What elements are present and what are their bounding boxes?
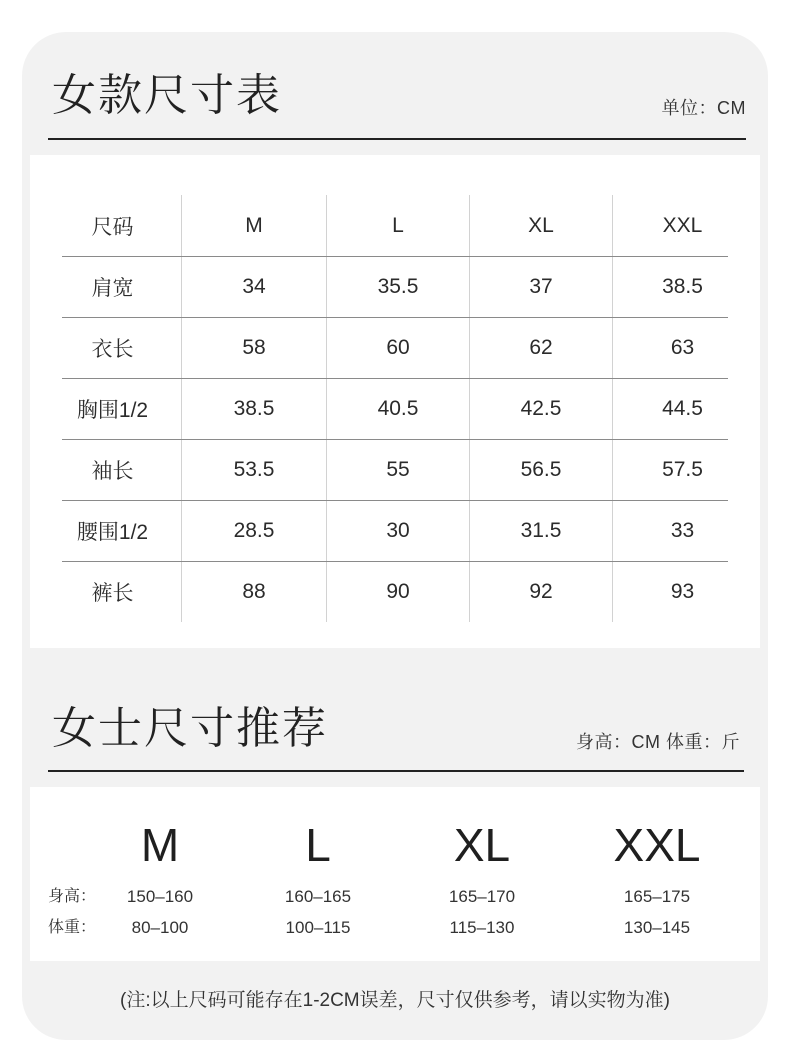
height-label: 身高： <box>48 888 97 905</box>
table-cell: 33 <box>670 519 695 542</box>
table-cell: 90 <box>327 562 470 622</box>
header-cell: M <box>182 195 327 256</box>
table-row <box>62 561 728 622</box>
size-table-unit: 单位：CM <box>661 98 746 118</box>
height-range: 150–160 <box>126 887 194 906</box>
table-cell: 35.5 <box>327 257 470 317</box>
table-cell: 30 <box>327 501 470 561</box>
table-cell: 88 <box>182 562 327 622</box>
table-cell: 62 <box>470 318 613 378</box>
header-cell: XL <box>470 195 613 256</box>
table-cell: 58 <box>182 318 327 378</box>
table-cell: 60 <box>327 318 470 378</box>
recommend-column <box>238 787 398 961</box>
table-cell: 44.5 <box>662 397 703 420</box>
weight-range: 130–145 <box>623 918 691 937</box>
table-cell: 34 <box>182 257 327 317</box>
table-cell: 53.5 <box>182 440 327 500</box>
table-cell: 92 <box>470 562 613 622</box>
size-table <box>62 195 728 622</box>
table-cell: 42.5 <box>470 379 613 439</box>
table-cell: 56.5 <box>470 440 613 500</box>
header-cell: 尺码 <box>62 195 182 256</box>
table-cell: 28.5 <box>182 501 327 561</box>
table-row <box>62 500 728 561</box>
table-row <box>62 317 728 378</box>
size-table-title: 女款尺寸表 <box>52 71 282 120</box>
header-cell: XXL <box>662 213 703 237</box>
weight-label: 体重： <box>48 919 97 936</box>
recommend-title: 女士尺寸推荐 <box>52 704 328 753</box>
table-cell: 63 <box>670 336 695 359</box>
recommend-panel <box>30 787 760 961</box>
height-range: 160–165 <box>284 887 352 906</box>
table-cell: 93 <box>670 580 695 603</box>
recommend-column <box>80 787 240 961</box>
row-label: 袖长 <box>62 440 182 500</box>
table-row <box>62 378 728 439</box>
size-label: XL <box>453 819 511 871</box>
height-range: 165–170 <box>448 887 516 906</box>
row-label: 胸围1/2 <box>62 379 182 439</box>
table-row <box>62 256 728 317</box>
title-divider <box>48 138 746 140</box>
size-table-panel <box>30 155 760 648</box>
title-divider <box>48 770 744 772</box>
row-label: 衣长 <box>62 318 182 378</box>
size-label: XXL <box>613 819 701 871</box>
table-cell: 37 <box>470 257 613 317</box>
recommend-column <box>577 787 737 961</box>
row-label: 腰围1/2 <box>62 501 182 561</box>
recommend-unit: 身高：CM 体重：斤 <box>576 732 740 752</box>
table-row <box>62 439 728 500</box>
table-cell: 55 <box>327 440 470 500</box>
table-cell: 57.5 <box>662 458 703 481</box>
weight-range: 115–130 <box>449 918 515 937</box>
height-range: 165–175 <box>623 887 691 906</box>
table-cell: 40.5 <box>327 379 470 439</box>
recommend-column <box>402 787 562 961</box>
row-label: 裤长 <box>62 562 182 622</box>
weight-range: 80–100 <box>131 918 189 937</box>
table-cell: 38.5 <box>182 379 327 439</box>
size-label: M <box>140 819 180 871</box>
weight-range: 100–115 <box>285 918 351 937</box>
header-cell: L <box>327 195 470 256</box>
table-cell: 38.5 <box>662 275 703 298</box>
row-label: 肩宽 <box>62 257 182 317</box>
table-cell: 31.5 <box>470 501 613 561</box>
disclaimer-note: (注:以上尺码可能存在1-2CM误差，尺寸仅供参考，请以实物为准) <box>120 990 670 1011</box>
table-header-row <box>62 195 728 256</box>
size-label: L <box>305 819 331 871</box>
